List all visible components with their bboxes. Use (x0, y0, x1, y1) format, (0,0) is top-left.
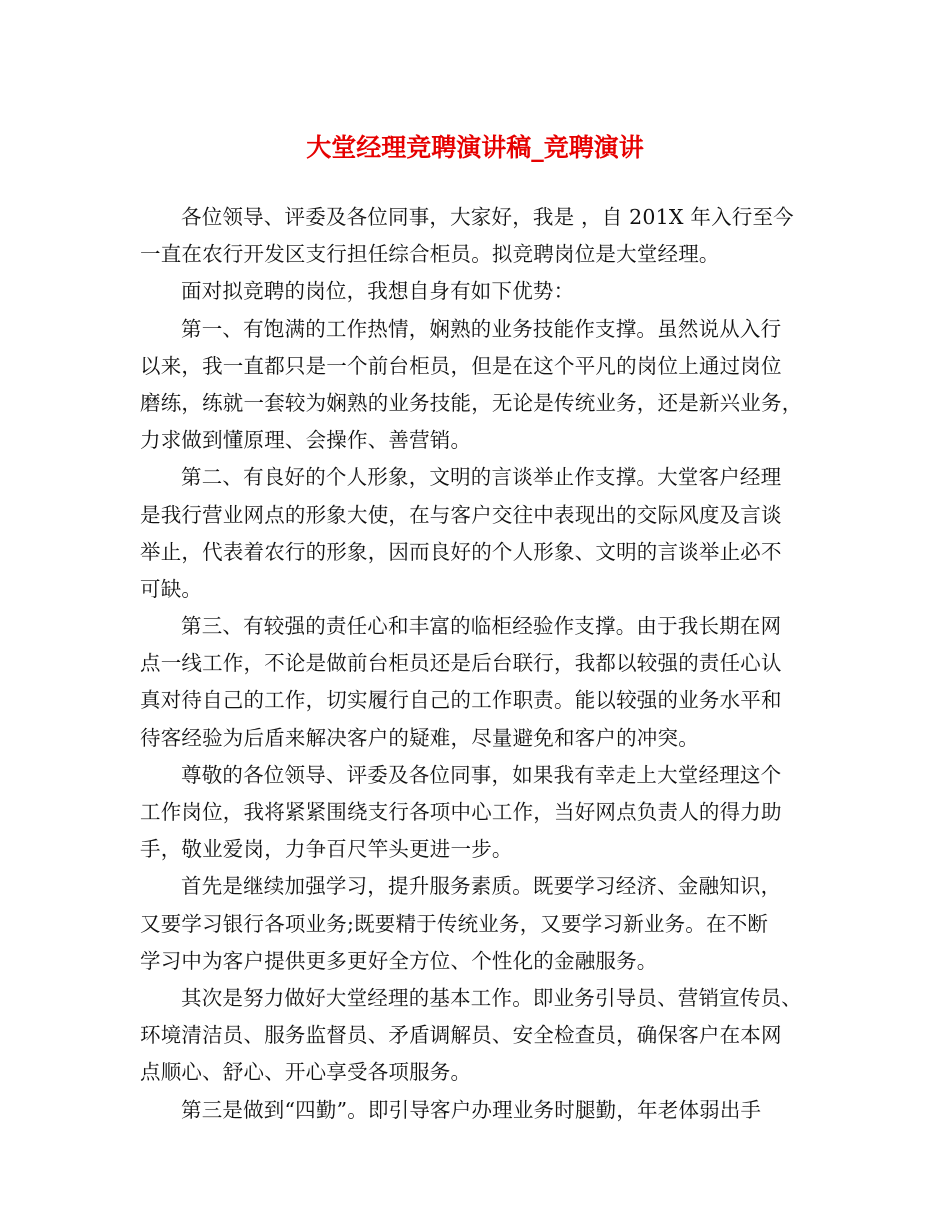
text-line: 以来，我一直都只是一个前台柜员，但是在这个平凡的岗位上通过岗位 (140, 353, 782, 378)
text-line: 面对拟竞聘的岗位，我想自身有如下优势： (181, 279, 575, 304)
text-line: 首先是继续加强学习，提升服务素质。既要学习经济、金融知识， (181, 874, 782, 899)
text-line: 磨练，练就一套较为娴熟的业务技能，无论是传统业务，还是新兴业务， (140, 390, 803, 415)
text-line: 环境清洁员、服务监督员、矛盾调解员、安全检查员，确保客户在本网 (140, 1023, 782, 1048)
text-line: 第一、有饱满的工作热情，娴熟的业务技能作支撑。虽然说从入行 (181, 316, 782, 341)
text-line: 其次是努力做好大堂经理的基本工作。即业务引导员、营销宣传员、 (181, 985, 802, 1010)
text-line: 待客经验为后盾来解决客户的疑难，尽量避免和客户的冲突。 (140, 725, 699, 750)
text-line: 各位领导、评委及各位同事，大家好，我是 ，自 201X 年入行至今 (181, 205, 794, 229)
text-line: 第三、有较强的责任心和丰富的临柜经验作支撑。由于我长期在网 (181, 614, 782, 639)
text-line: 学习中为客户提供更多更好全方位、个性化的金融服务。 (140, 948, 658, 973)
text-line: 点一线工作，不论是做前台柜员还是后台联行，我都以较强的责任心认 (140, 651, 782, 676)
text-line: 一直在农行开发区支行担任综合柜员。拟竞聘岗位是大堂经理。 (140, 242, 720, 267)
text-line: 力求做到懂原理、会操作、善营销。 (140, 428, 472, 453)
text-line: 真对待自己的工作，切实履行自己的工作职责。能以较强的业务水平和 (140, 688, 782, 713)
document-title: 大堂经理竞聘演讲稿_竞聘演讲 (306, 133, 644, 162)
text-line: 手，敬业爱岗，力争百尺竿头更进一步。 (140, 837, 513, 862)
text-line: 第三是做到“四勤”。即引导客户办理业务时腿勤，年老体弱出手 (181, 1097, 762, 1122)
text-line: 举止，代表着农行的形象，因而良好的个人形象、文明的言谈举止必不 (140, 539, 782, 564)
text-line: 第二、有良好的个人形象，文明的言谈举止作支撑。大堂客户经理 (181, 465, 782, 490)
text-line: 工作岗位，我将紧紧围绕支行各项中心工作，当好网点负责人的得力助 (140, 800, 782, 824)
text-line: 又要学习银行各项业务;既要精于传统业务，又要学习新业务。在不断 (140, 911, 769, 936)
document-body (140, 199, 820, 1129)
text-line: 是我行营业网点的形象大使，在与客户交往中表现出的交际风度及言谈 (140, 502, 782, 527)
text-line: 可缺。 (140, 576, 203, 601)
text-line: 点顺心、舒心、开心享受各项服务。 (140, 1060, 472, 1085)
text-line: 尊敬的各位领导、评委及各位同事，如果我有幸走上大堂经理这个 (181, 762, 782, 787)
